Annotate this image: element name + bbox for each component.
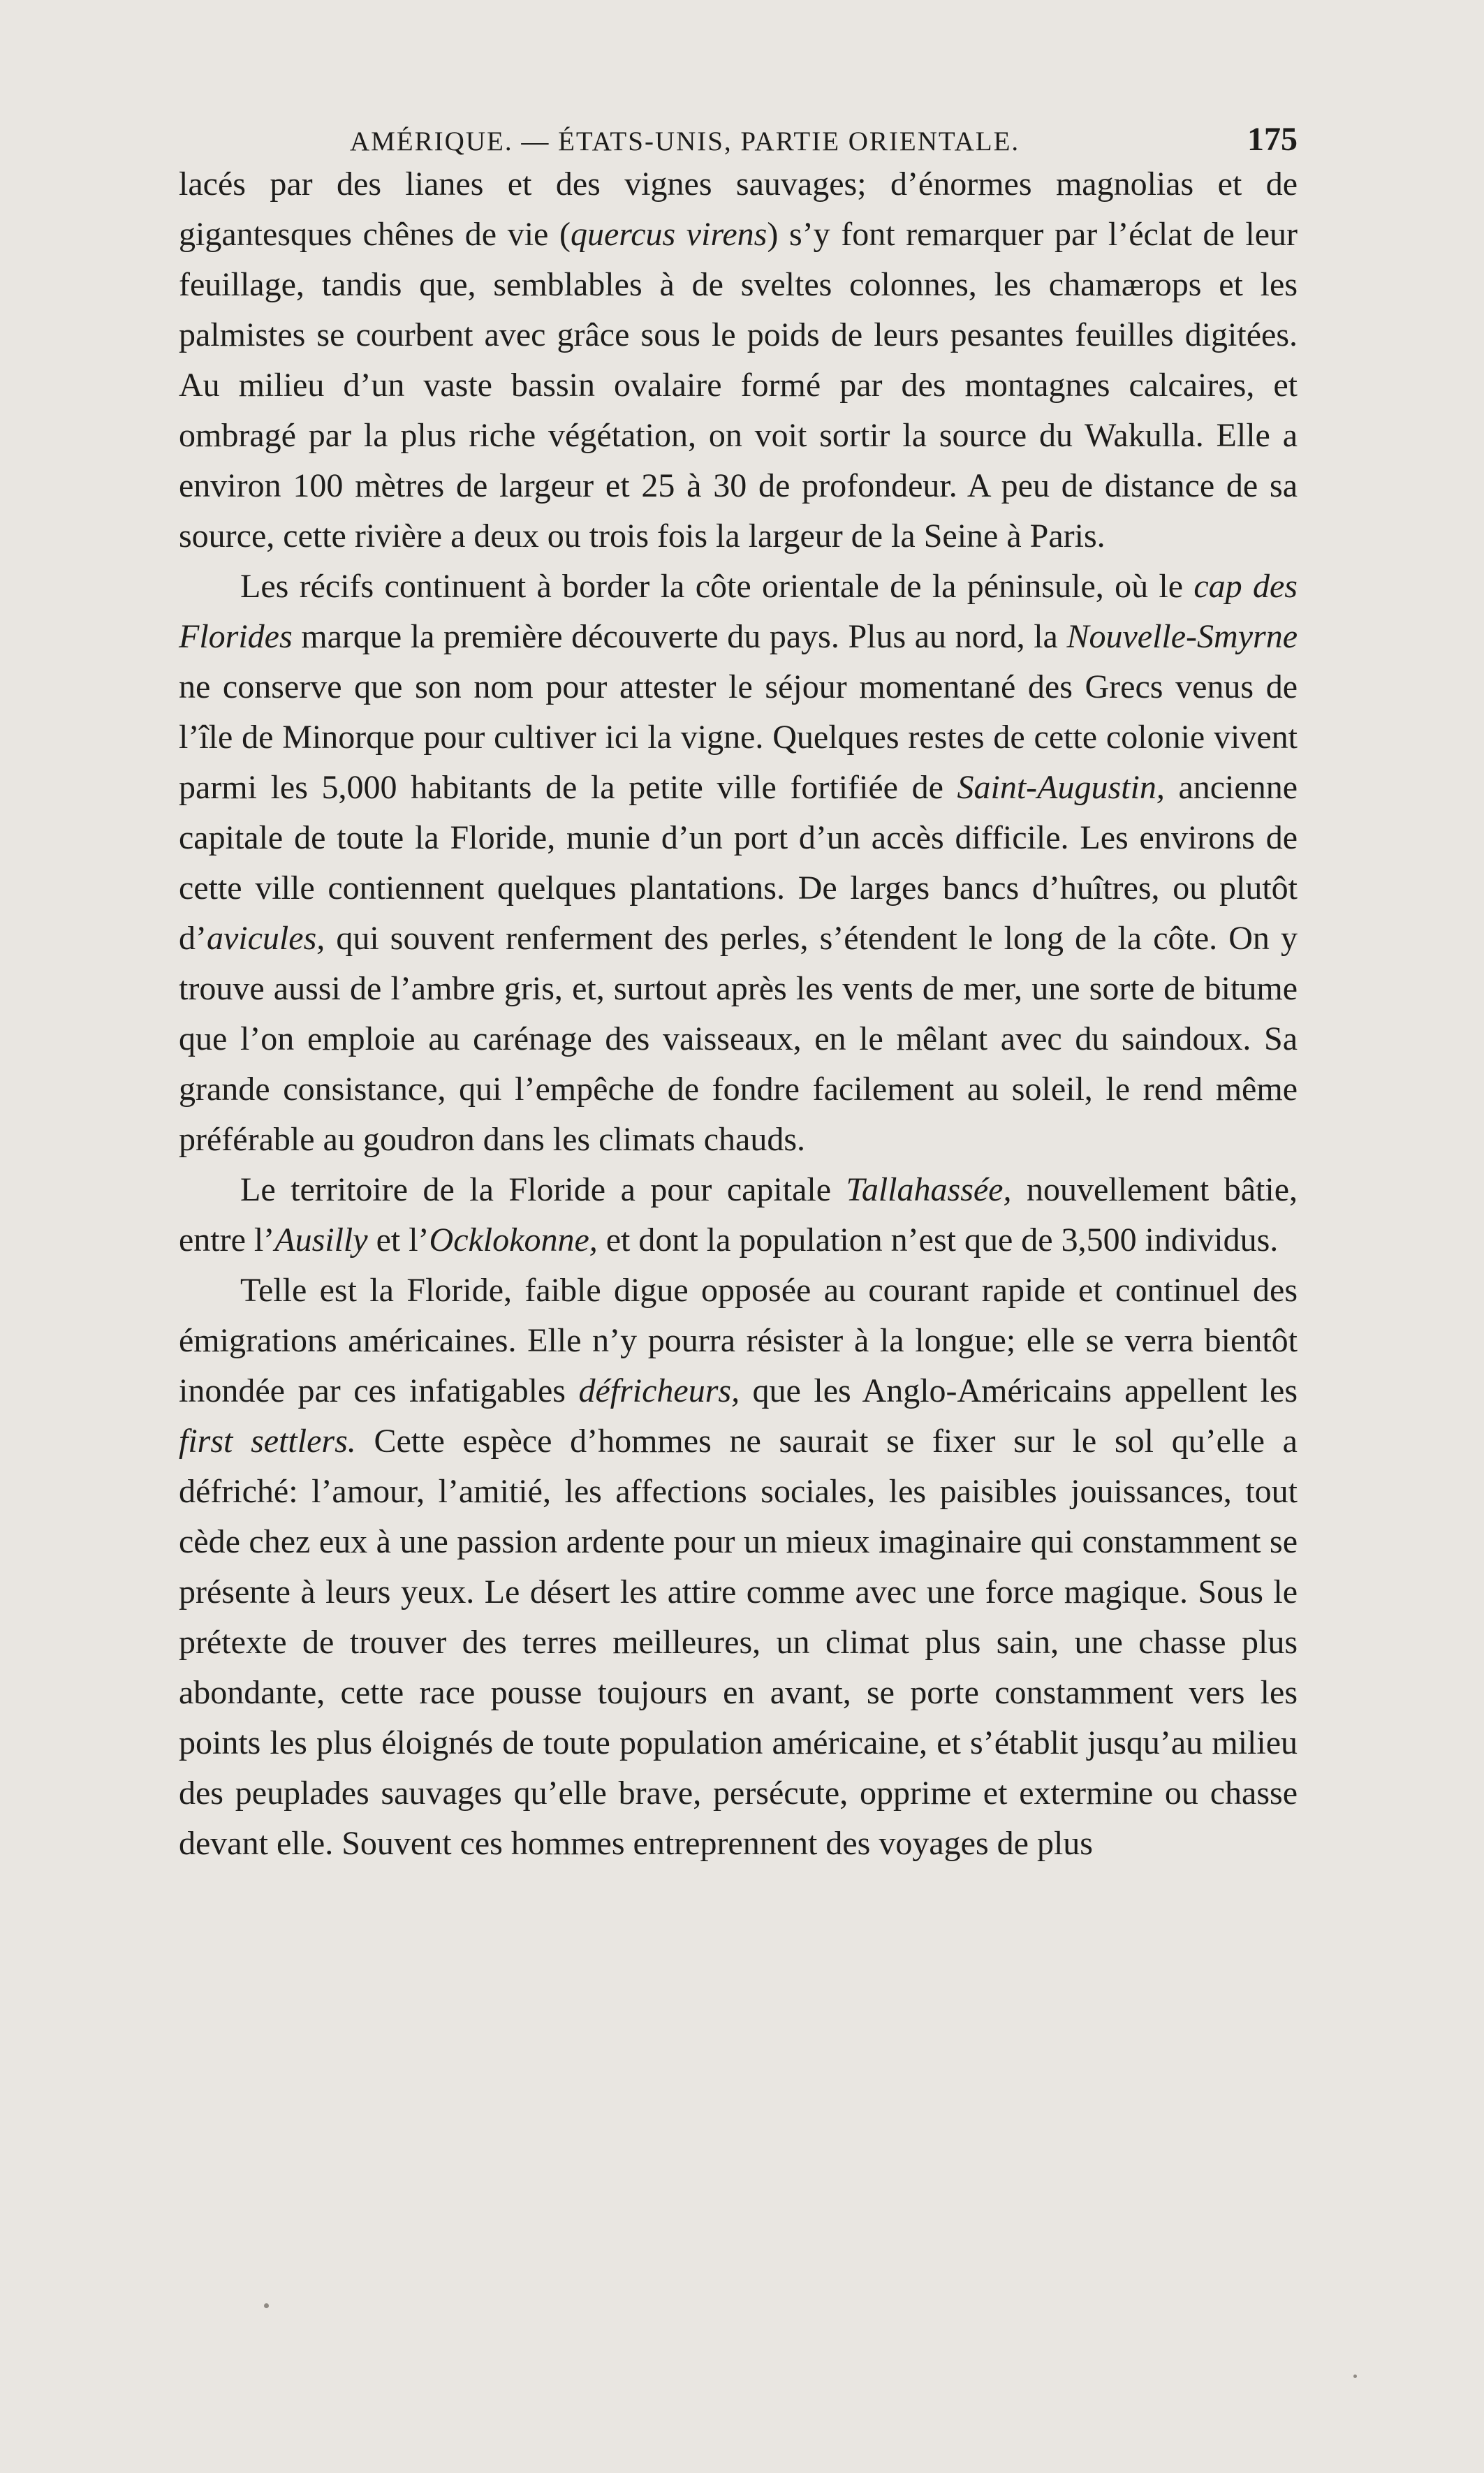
text-run: que les Anglo-Américains appellent les [740, 1372, 1298, 1409]
italic-place-name: Nouvelle-Smyrne [1066, 618, 1298, 655]
text-run: Telle est la Floride, faible digue opposée au courant rapide et continuel des émigrations américaines. Elle n’y pourra résister à la longue; elle se verra bientôt inondée par ces infatigables [179, 1272, 1298, 1409]
italic-place-name: cap des Florides [179, 568, 1298, 655]
text-run: ) s’y font remarquer par l’éclat de leur feuillage, tandis que, semblables à de sveltes colonnes, les chamærops et les palmistes se courbent avec grâce sous le poids de leurs pesantes feuilles digitées. Au milieu d’un vaste bassin ovalaire formé par des montagnes calcaires, et ombragé par la plus riche végétation, on voit sortir la source du Wakulla. Elle a environ 100 mètres de largeur et 25 à 30 de profondeur. A peu de distance de sa source, cette rivière a deux ou trois fois la largeur de la Seine à Paris. [179, 216, 1298, 555]
text-run: ne conserve que son nom pour attester le séjour momentané des Grecs venus de l’île de Minorque pour cultiver ici la vigne. Quelques restes de cette colonie vivent parmi les 5,000 habitants de la petite ville fortifiée de [179, 668, 1298, 806]
text-run: ancienne capitale de toute la Floride, munie d’un port d’un accès difficile. Les environs de cette ville contiennent quelques plantations. De larges bancs d’huîtres, ou plutôt d’ [179, 769, 1298, 957]
text-run: Les récifs continuent à border la côte orientale de la péninsule, où le [240, 568, 1194, 605]
text-run: nouvellement bâtie, entre l’ [179, 1171, 1298, 1258]
text-run: et dont la population n’est que de 3,500 individus. [597, 1221, 1279, 1258]
text-run: qui souvent renferment des perles, s’étendent le long de la côte. On y trouve aussi de l’ambre gris, et, surtout après les vents de mer, une sorte de bitume que l’on emploie au carénage des vaisseaux, en le mêlant avec du saindoux. Sa grande consistance, qui l’empêche de fondre facilement au soleil, le rend même préférable au goudron dans les climats chauds. [179, 920, 1298, 1158]
text-run: Cette espèce d’hommes ne saurait se fixer sur le sol qu’elle a défriché: l’amour, l’amitié, les affections sociales, les paisibles jouissances, tout cède chez eux à une passion ardente pour un mieux imaginaire qui constamment se présente à leurs yeux. Le désert les attire comme avec une force magique. Sous le prétexte de trouver des terres meilleures, un climat plus sain, une chasse plus abondante, cette race pousse toujours en avant, se porte constamment vers les points les plus éloignés de toute population américaine, et s’établit jusqu’au milieu des peuplades sauvages qu’elle brave, persécute, opprime et extermine ou chasse devant elle. Souvent ces hommes entreprennent des voyages de plus [179, 1423, 1298, 1862]
body-text [179, 159, 1298, 1869]
italic-place-name: Ocklokonne, [429, 1221, 598, 1258]
paragraph-1 [179, 159, 1298, 562]
italic-place-name: Tallahassée, [846, 1171, 1012, 1208]
text-run: Le territoire de la Floride a pour capitale [240, 1171, 846, 1208]
italic-term: quercus virens [570, 216, 767, 253]
italic-term: first settlers. [179, 1423, 356, 1460]
italic-term: avicules, [206, 920, 325, 957]
ink-speck [264, 2303, 269, 2308]
text-run: et l’ [367, 1221, 429, 1258]
italic-place-name: Saint-Augustin, [957, 769, 1165, 806]
paragraph-4 [179, 1265, 1298, 1869]
running-title: AMÉRIQUE. — ÉTATS-UNIS, PARTIE ORIENTALE. [350, 126, 1020, 156]
page-number: 175 [1247, 121, 1298, 158]
italic-place-name: Ausilly [274, 1221, 368, 1258]
paragraph-2 [179, 562, 1298, 1165]
italic-term: défricheurs, [578, 1372, 740, 1409]
text-run: marque la première découverte du pays. Plus au nord, la [292, 618, 1067, 655]
ink-speck [1353, 2375, 1357, 2378]
paragraph-3 [179, 1165, 1298, 1265]
text-run: lacés par des lianes et des vignes sauvages; d’énormes magnolias et de gigantesques chênes de vie ( [179, 166, 1298, 253]
